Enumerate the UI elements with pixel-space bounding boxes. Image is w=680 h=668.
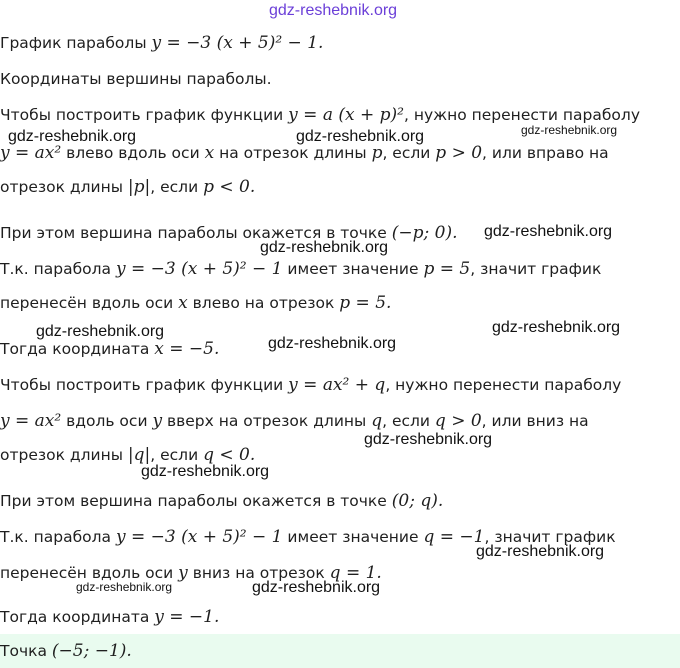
watermark: gdz-reshebnik.org [484, 223, 613, 240]
line-shift-x [0, 290, 391, 316]
text: перенесён вдоль оси [0, 294, 179, 312]
line-rule-q-1 [0, 372, 621, 398]
line-rule-q-2 [0, 408, 589, 434]
formula: y = a (x + p)² [288, 105, 404, 125]
formula: x = −5. [154, 339, 220, 359]
formula: p = 5. [339, 293, 392, 313]
text: График параболы [0, 34, 152, 52]
text: , если [150, 446, 204, 464]
text: , нужно перенести параболу [403, 106, 640, 124]
line-parabola-p [0, 256, 601, 282]
formula: x [204, 143, 215, 163]
formula: y = ax² [0, 411, 62, 431]
watermark: gdz-reshebnik.org [296, 128, 425, 145]
watermark: gdz-reshebnik.org [476, 543, 605, 560]
formula: y = −3 (x + 5)² − 1 [115, 527, 283, 547]
text: , если [382, 412, 435, 430]
text: вниз на отрезок [187, 564, 330, 582]
watermark: gdz-reshebnik.org [8, 128, 137, 145]
line-coord-y [0, 604, 219, 630]
formula: p < 0. [203, 177, 256, 197]
text: Тогда координата [0, 608, 155, 626]
formula: y = −3 (x + 5)² − 1. [151, 33, 324, 53]
formula: p = 5 [423, 259, 471, 279]
text: При этом вершина параболы окажется в точке [0, 224, 392, 242]
watermark: gdz-reshebnik.org [141, 463, 270, 480]
text: Т.к. парабола [0, 528, 116, 546]
text: , значит график [470, 260, 602, 278]
line-vertex-q [0, 488, 443, 514]
watermark: gdz-reshebnik.org [364, 431, 493, 448]
formula: y = −1. [154, 607, 220, 627]
text: отрезок длины [0, 446, 128, 464]
formula: |q| [127, 445, 151, 465]
line-coord-x [0, 336, 219, 362]
formula: (−p; 0). [391, 223, 458, 243]
answer-box [0, 634, 680, 668]
formula: q = −1 [423, 527, 485, 547]
text: При этом вершина параболы окажется в точке [0, 492, 392, 510]
text: Координаты вершины параболы. [0, 70, 272, 88]
text: вдоль оси [61, 412, 153, 430]
text: Точка [0, 642, 52, 660]
line-graph-title [0, 30, 323, 56]
formula: |p| [127, 177, 151, 197]
text: имеет значение [282, 260, 424, 278]
text: Чтобы построить график функции [0, 106, 289, 124]
text: , если [150, 178, 204, 196]
text: Т.к. парабола [0, 260, 116, 278]
text: , или вправо на [482, 144, 609, 162]
formula: q < 0. [203, 445, 256, 465]
line-vertex-p [0, 220, 458, 246]
text: Чтобы построить график функции [0, 376, 289, 394]
line-rule-p-2 [0, 140, 609, 166]
formula: y [152, 411, 163, 431]
text: отрезок длины [0, 178, 128, 196]
watermark: gdz-reshebnik.org [260, 239, 389, 256]
text: перенесён вдоль оси [0, 564, 179, 582]
formula: y = ax² [0, 143, 62, 163]
watermark: gdz-reshebnik.org [252, 579, 381, 596]
text: , или вниз на [481, 412, 589, 430]
text: вверх на отрезок длины [162, 412, 372, 430]
line-vertex-coords [0, 66, 272, 92]
formula: x [178, 293, 188, 313]
answer-line [0, 638, 132, 664]
formula: p [371, 143, 383, 163]
line-rule-p-3 [0, 174, 255, 200]
text: , нужно перенести параболу [385, 376, 622, 394]
formula: p > 0 [435, 143, 483, 163]
watermark-top: gdz-reshebnik.org [269, 2, 398, 19]
text: Тогда координата [0, 340, 155, 358]
text: влево вдоль оси [61, 144, 205, 162]
formula: y = −3 (x + 5)² − 1 [115, 259, 283, 279]
watermark: gdz-reshebnik.org [492, 319, 621, 336]
formula: q [371, 411, 383, 431]
formula: y [178, 563, 188, 583]
text: имеет значение [282, 528, 424, 546]
formula: (−5; −1). [51, 641, 132, 661]
formula: q > 0 [434, 411, 482, 431]
text: влево на отрезок [187, 294, 340, 312]
watermark: gdz-reshebnik.org [76, 580, 173, 594]
watermark: gdz-reshebnik.org [268, 335, 397, 352]
text: , если [382, 144, 436, 162]
formula: (0; q). [391, 491, 444, 511]
formula: y = ax² + q [288, 375, 386, 395]
text: на отрезок длины [214, 144, 372, 162]
text: , значит график [484, 528, 616, 546]
watermark: gdz-reshebnik.org [521, 123, 618, 137]
formula: q = 1. [329, 563, 382, 583]
watermark: gdz-reshebnik.org [36, 323, 165, 340]
